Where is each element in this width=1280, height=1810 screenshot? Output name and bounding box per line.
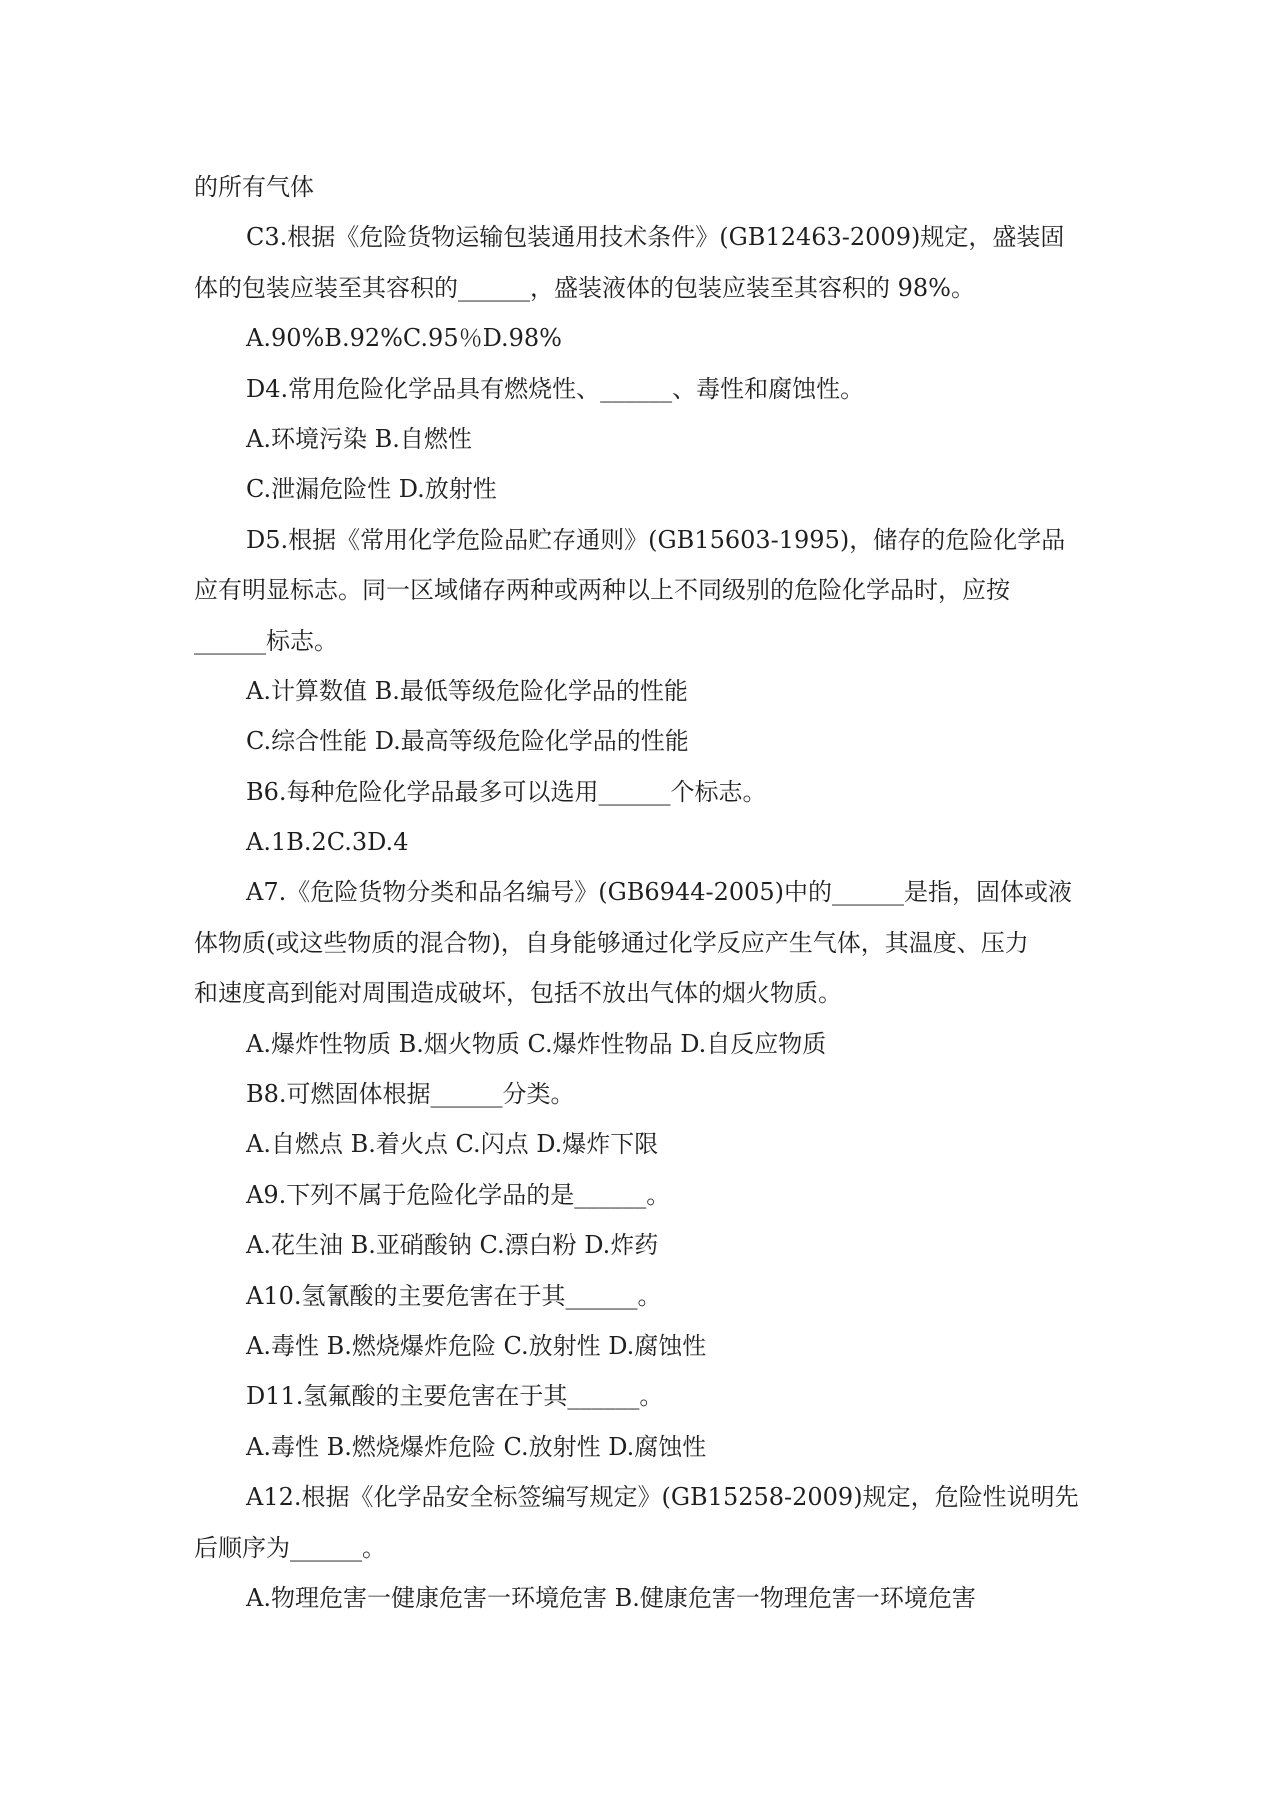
text-line: D4.常用危险化学品具有燃烧性、______、毒性和腐蚀性。 [246,374,865,403]
text-line: 体物质(或这些物质的混合物)，自身能够通过化学反应产生气体，其温度、压力 [194,928,1029,957]
text-line: A.毒性 B.燃烧爆炸危险 C.放射性 D.腐蚀性 [246,1331,707,1360]
text-line: A.花生油 B.亚硝酸钠 C.漂白粉 D.炸药 [246,1231,659,1260]
text-line: A.环境污染 B.自燃性 [246,424,472,453]
text-line: D11.氢氟酸的主要危害在于其______。 [246,1382,664,1411]
text-line: 应有明显标志。同一区域储存两种或两种以上不同级别的危险化学品时，应按 [194,576,1010,605]
text-line: A.毒性 B.燃烧爆炸危险 C.放射性 D.腐蚀性 [246,1432,707,1461]
text-line: 的所有气体 [194,173,314,201]
text-line: A.1B.2C.3D.4 [246,828,409,857]
text-line: ______标志。 [194,626,338,655]
text-line: B6.每种危险化学品最多可以选用______个标志。 [246,777,767,806]
text-line: A.计算数值 B.最低等级危险化学品的性能 [246,676,688,705]
text-line: A12.根据《化学品安全标签编写规定》(GB15258-2009)规定，危险性说明先 [246,1483,1079,1512]
text-line: A7.《危险货物分类和品名编号》(GB6944-2005)中的______是指，固体或液 [246,878,1073,907]
text-line: A9.下列不属于危险化学品的是______。 [246,1180,671,1209]
text-line: B8.可燃固体根据______分类。 [246,1080,575,1109]
text-line: C3.根据《危险货物运输包装通用技术条件》(GB12463-2009)规定，盛装固 [246,223,1065,252]
text-line: 和速度高到能对周围造成破坏，包括不放出气体的烟火物质。 [194,979,842,1008]
text-line: A.自燃点 B.着火点 C.闪点 D.爆炸下限 [246,1130,659,1159]
text-line: A.爆炸性物质 B.烟火物质 C.爆炸性物品 D.自反应物质 [246,1029,827,1058]
text-line: C.综合性能 D.最高等级危险化学品的性能 [246,727,689,756]
text-line: D5.根据《常用化学危险品贮存通则》(GB15603-1995)，储存的危险化学品 [246,525,1066,554]
text-line: A.90%B.92%C.95％D.98% [246,324,562,353]
text-line: C.泄漏危险性 D.放射性 [246,475,497,504]
text-line: A10.氢氰酸的主要危害在于其______。 [246,1281,662,1310]
text-line: 后顺序为______。 [194,1533,386,1562]
text-line: 体的包装应装至其容积的______，盛装液体的包装应装至其容积的 98%。 [194,273,975,302]
text-line: A.物理危害一健康危害一环境危害 B.健康危害一物理危害一环境危害 [246,1583,976,1612]
document-body [194,162,1094,1623]
